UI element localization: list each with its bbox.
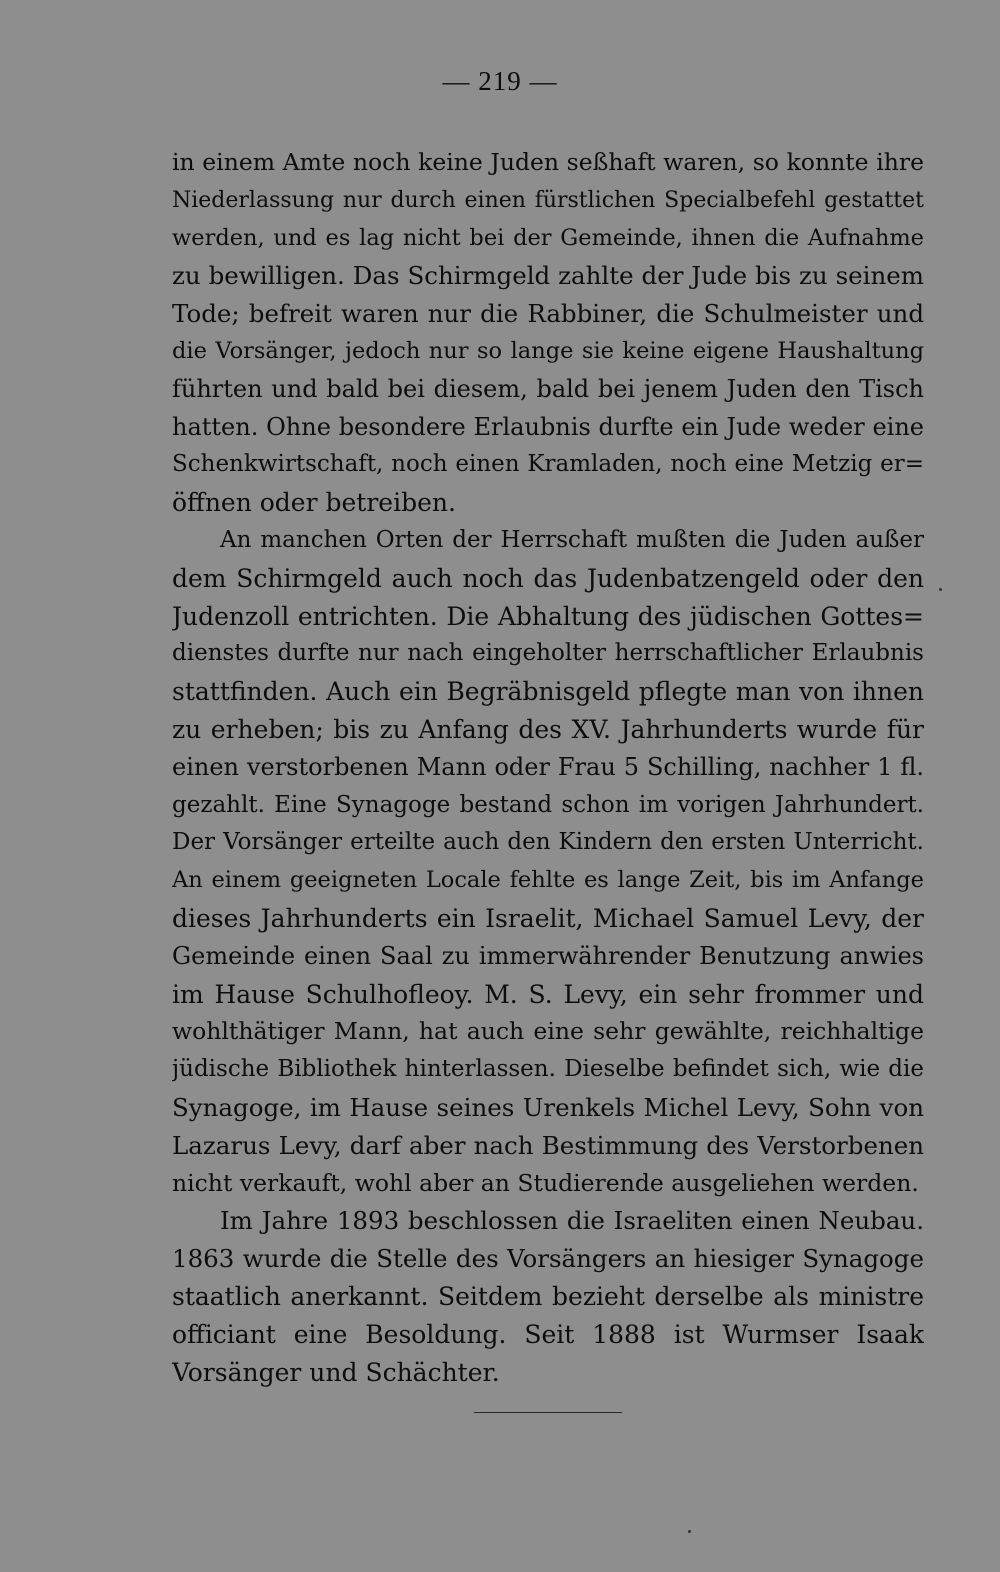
print-speck <box>688 1530 691 1533</box>
text-line: dem Schirmgeld auch noch das Judenbatzengeld oder den <box>172 563 924 593</box>
text-line: 1863 wurde die Stelle des Vorsängers an hiesiger Synagoge <box>172 1244 924 1274</box>
text-line: Synagoge, im Hause seines Urenkels Michel Levy, Sohn von <box>172 1092 924 1122</box>
page-number: — 219 — <box>442 66 558 96</box>
text-line: An einem geeigneten Locale fehlte es lange Zeit, bis im Anfange <box>172 867 924 894</box>
text-line: Lazarus Levy, darf aber nach Bestimmung des Verstorbenen <box>172 1130 924 1160</box>
text-line: Gemeinde einen Saal zu immerwährender Benutzung anwies <box>172 941 924 970</box>
text-line: dieses Jahrhunderts ein Israelit, Michael Samuel Levy, der <box>172 903 924 933</box>
text-line: die Vorsänger, jedoch nur so lange sie keine eigene Haushaltung <box>172 337 924 364</box>
text-line: führten und bald bei diesem, bald bei jenem Juden den Tisch <box>172 374 924 403</box>
text-line: dienstes durfte nur nach eingeholter herrschaftlicher Erlaubnis <box>172 640 924 667</box>
text-line: wohlthätiger Mann, hat auch eine sehr gewählte, reichhaltige <box>172 1017 924 1046</box>
text-line: einen verstorbenen Mann oder Frau 5 Schilling, nachher 1 fl. <box>172 752 924 781</box>
text-line: gezahlt. Eine Synagoge bestand schon im vorigen Jahrhundert. <box>172 791 924 818</box>
text-line: hatten. Ohne besondere Erlaubnis durfte ein Jude weder eine <box>172 412 924 441</box>
text-line: im Hause Schulhofleoy. M. S. Levy, ein sehr frommer und <box>172 979 924 1009</box>
text-line: Niederlassung nur durch einen fürstlichen Specialbefehl gestattet <box>172 187 924 213</box>
end-rule <box>474 1412 622 1413</box>
text-line: Schenkwirtschaft, noch einen Kramladen, noch eine Metzig er= <box>172 451 924 478</box>
text-line: nicht verkauft, wohl aber an Studierende ausgeliehen werden. <box>172 1168 919 1197</box>
text-line: stattfinden. Auch ein Begräbnisgeld pflegte man von ihnen <box>172 677 924 707</box>
text-line: jüdische Bibliothek hinterlassen. Dieselbe befindet sich, wie die <box>172 1056 924 1083</box>
text-line: officiant eine Besoldung. Seit 1888 ist Wurmser Isaak <box>172 1319 924 1349</box>
text-line: Judenzoll entrichten. Die Abhaltung des jüdischen Gottes= <box>172 601 924 631</box>
text-line: Der Vorsänger erteilte auch den Kindern den ersten Unterricht. <box>172 829 924 856</box>
text-line: staatlich anerkannt. Seitdem bezieht derselbe als ministre <box>172 1281 924 1311</box>
body-text <box>172 144 924 1391</box>
text-line: Vorsänger und Schächter. <box>172 1357 500 1387</box>
text-line: zu bewilligen. Das Schirmgeld zahlte der Jude bis zu seinem <box>172 261 924 291</box>
text-line: werden, und es lag nicht bei der Gemeinde, ihnen die Aufnahme <box>172 224 924 251</box>
text-line: Im Jahre 1893 beschlossen die Israeliten einen Neubau. <box>220 1206 924 1236</box>
text-line: öffnen oder betreiben. <box>172 488 456 518</box>
text-line: in einem Amte noch keine Juden seßhaft waren, so konnte ihre <box>172 148 924 176</box>
print-speck <box>939 588 942 591</box>
text-line: zu erheben; bis zu Anfang des XV. Jahrhunderts wurde für <box>172 714 924 744</box>
text-line: Tode; befreit waren nur die Rabbiner, die Schulmeister und <box>172 299 924 329</box>
text-line: An manchen Orten der Herrschaft mußten die Juden außer <box>220 526 924 553</box>
